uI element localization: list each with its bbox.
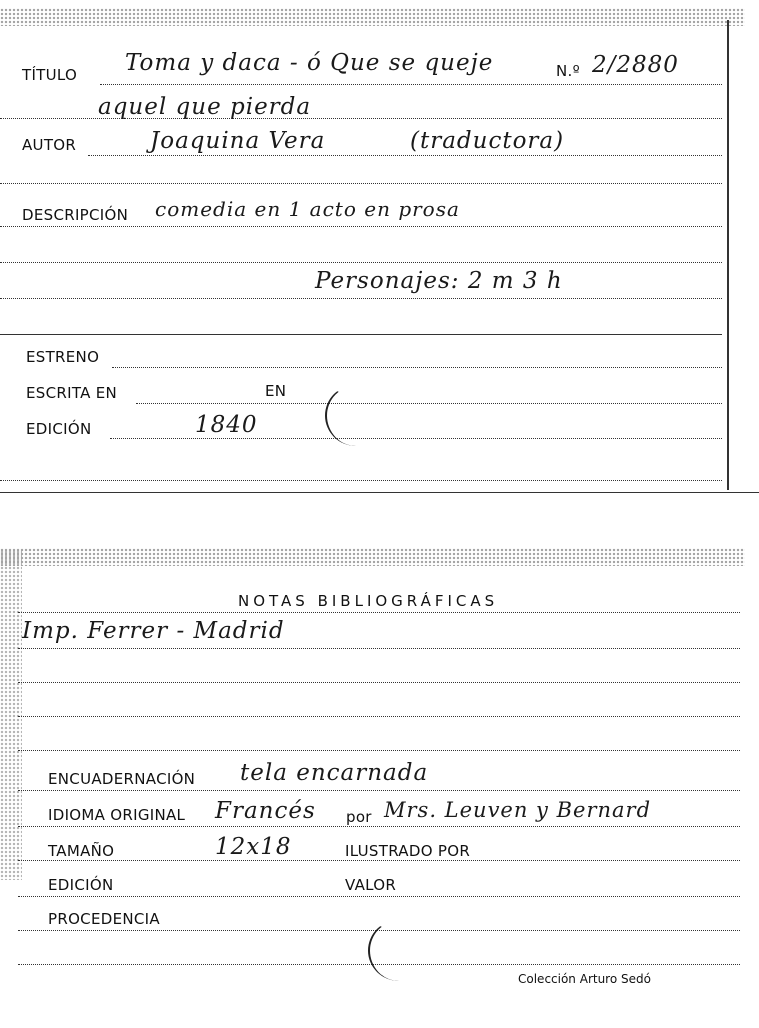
descripcion-line-2 bbox=[0, 262, 722, 263]
card-left-edge bbox=[0, 550, 22, 880]
notas-line-4 bbox=[18, 716, 740, 717]
procedencia-label: PROCEDENCIA bbox=[48, 910, 160, 928]
estreno-line bbox=[112, 367, 722, 368]
descripcion-line-4 bbox=[0, 334, 722, 335]
card-divider bbox=[0, 492, 759, 493]
number-value: 2/2880 bbox=[592, 52, 679, 78]
encuadernacion-line bbox=[18, 790, 740, 791]
card-bottom-line bbox=[0, 480, 722, 481]
catalog-card-top bbox=[0, 0, 745, 492]
idioma-value: Francés bbox=[215, 798, 316, 824]
tamano-label: TAMAÑO bbox=[48, 842, 115, 860]
escrita-line bbox=[136, 403, 722, 404]
punch-hole-mark bbox=[325, 385, 387, 446]
descripcion-line bbox=[0, 226, 722, 227]
catalog-card-bottom bbox=[0, 540, 745, 1028]
edicion-line-2 bbox=[18, 896, 740, 897]
titulo-line-2 bbox=[0, 118, 722, 119]
card-right-edge bbox=[727, 20, 729, 490]
number-label: N.º bbox=[556, 62, 580, 80]
edicion-line bbox=[110, 438, 722, 439]
idioma-label: IDIOMA ORIGINAL bbox=[48, 806, 186, 824]
por-label: por bbox=[346, 808, 372, 826]
edicion-label: EDICIÓN bbox=[26, 420, 92, 438]
notas-value: Imp. Ferrer - Madrid bbox=[22, 618, 285, 644]
notas-line-2 bbox=[18, 648, 740, 649]
notas-line-3 bbox=[18, 682, 740, 683]
autor-line-2 bbox=[0, 183, 722, 184]
notas-line-5 bbox=[18, 750, 740, 751]
notas-title: NOTAS BIBLIOGRÁFICAS bbox=[238, 592, 499, 610]
autor-role: (traductora) bbox=[410, 128, 565, 154]
titulo-line bbox=[100, 84, 722, 85]
escrita-label: ESCRITA EN bbox=[26, 384, 118, 402]
titulo-value-line2: aquel que pierda bbox=[98, 94, 312, 120]
encuadernacion-value: tela encarnada bbox=[240, 760, 429, 786]
por-value: Mrs. Leuven y Bernard bbox=[384, 798, 652, 822]
descripcion-line-3 bbox=[0, 298, 722, 299]
edicion-value: 1840 bbox=[195, 412, 258, 438]
card-top-edge bbox=[0, 548, 745, 566]
titulo-label: TÍTULO bbox=[22, 66, 78, 84]
titulo-value-line1: Toma y daca - ó Que se queje bbox=[125, 50, 494, 76]
autor-line bbox=[88, 155, 722, 156]
idioma-line bbox=[18, 826, 740, 827]
en-label: EN bbox=[265, 382, 287, 400]
descripcion-label: DESCRIPCIÓN bbox=[22, 206, 129, 224]
estreno-label: ESTRENO bbox=[26, 348, 100, 366]
encuadernacion-label: ENCUADERNACIÓN bbox=[48, 770, 196, 788]
collection-label: Colección Arturo Sedó bbox=[518, 972, 651, 986]
card-top-edge bbox=[0, 8, 745, 26]
autor-value: Joaquina Vera bbox=[150, 128, 326, 154]
valor-label: VALOR bbox=[345, 876, 397, 894]
tamano-value: 12x18 bbox=[215, 834, 292, 860]
tamano-line bbox=[18, 860, 740, 861]
edicion-label-2: EDICIÓN bbox=[48, 876, 114, 894]
descripcion-value: comedia en 1 acto en prosa bbox=[155, 197, 460, 221]
punch-hole-mark-2 bbox=[368, 920, 430, 981]
personajes-value: Personajes: 2 m 3 h bbox=[315, 268, 563, 294]
autor-label: AUTOR bbox=[22, 136, 77, 154]
notas-line-1 bbox=[18, 612, 740, 613]
ilustrado-label: ILUSTRADO POR bbox=[345, 842, 471, 860]
